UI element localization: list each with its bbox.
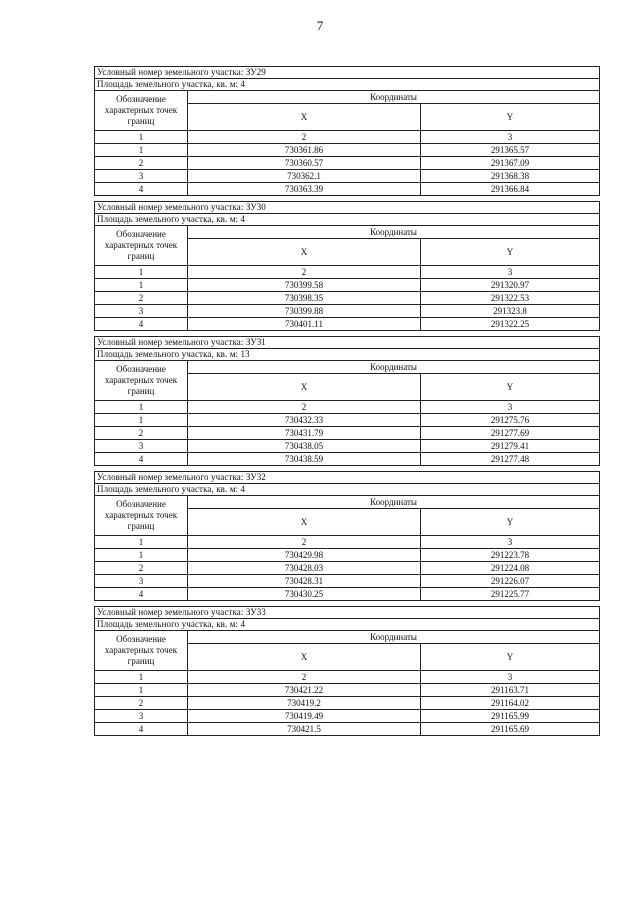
point-designation-label: Обозначение характерных точек границ <box>104 94 178 126</box>
point-id-cell <box>95 318 188 331</box>
point-id-cell <box>95 697 188 710</box>
x-coordinate: 730398.35 <box>284 292 324 303</box>
parcel-number-label: Условный номер земельного участка: <box>97 202 246 212</box>
x-coordinate: 730431.79 <box>284 427 324 438</box>
y-coordinate-cell <box>421 170 600 183</box>
y-coordinate-cell <box>421 427 600 440</box>
x-coordinate: 730399.88 <box>284 305 324 316</box>
table-row <box>95 710 600 723</box>
x-coordinate: 730401.11 <box>285 318 323 329</box>
y-coordinate-cell <box>421 549 600 562</box>
y-header <box>421 374 600 401</box>
point-id: 3 <box>138 440 144 451</box>
point-id: 1 <box>138 684 144 695</box>
point-id-cell <box>95 170 188 183</box>
point-designation-label: Обозначение характерных точек границ <box>104 634 178 666</box>
table-row <box>95 414 600 427</box>
point-id-cell <box>95 549 188 562</box>
parcel-block <box>94 606 599 736</box>
table-row <box>95 170 600 183</box>
point-id-cell <box>95 710 188 723</box>
column-number-cell <box>188 536 421 549</box>
column-number-row <box>95 401 600 414</box>
parcel-area-row <box>95 349 600 361</box>
point-id-cell <box>95 562 188 575</box>
point-id-cell <box>95 144 188 157</box>
point-id: 2 <box>138 427 144 438</box>
x-header <box>188 509 421 536</box>
parcel-area-value: 13 <box>240 349 250 359</box>
column-number-cell <box>95 266 188 279</box>
x-coordinate: 730428.31 <box>284 575 324 586</box>
parcel-number-label: Условный номер земельного участка: <box>97 472 246 482</box>
y-coordinate: 291225.77 <box>490 588 530 599</box>
x-coordinate: 730363.39 <box>284 183 324 194</box>
column-number-cell <box>421 671 600 684</box>
point-id-cell <box>95 588 188 601</box>
parcel-block <box>94 66 599 196</box>
y-coordinate: 291226.07 <box>490 575 530 586</box>
parcel-area-value: 4 <box>240 79 246 89</box>
column-number-cell <box>421 131 600 144</box>
point-id-cell <box>95 453 188 466</box>
y-coordinate: 291277.48 <box>490 453 530 464</box>
point-id: 4 <box>138 453 144 464</box>
table-row <box>95 292 600 305</box>
coordinates-header <box>188 631 600 644</box>
parcel-area-label: Площадь земельного участка, кв. м: <box>97 79 241 89</box>
column-number-cell <box>188 401 421 414</box>
y-coordinate: 291164.02 <box>491 697 529 708</box>
x-coordinate-cell <box>188 170 421 183</box>
x-coordinate: 730421.22 <box>284 684 324 695</box>
parcel-number-cell <box>95 607 600 619</box>
table-row <box>95 144 600 157</box>
table-row <box>95 427 600 440</box>
table-header-row <box>95 631 600 644</box>
coordinates-label: Координаты <box>370 631 417 642</box>
x-coordinate-cell <box>188 453 421 466</box>
column-number-cell <box>95 401 188 414</box>
y-coordinate-cell <box>421 144 600 157</box>
y-header <box>421 644 600 671</box>
point-id: 2 <box>138 562 144 573</box>
x-coordinate: 730429.98 <box>284 549 324 560</box>
column-number: 3 <box>507 401 513 412</box>
parcel-list <box>94 66 599 741</box>
y-coordinate: 291365.57 <box>490 144 530 155</box>
x-coordinate-cell <box>188 440 421 453</box>
parcel-area-cell <box>95 79 600 91</box>
y-coordinate: 291275.76 <box>490 414 530 425</box>
column-number: 1 <box>138 266 144 277</box>
point-id: 3 <box>138 710 144 721</box>
x-header <box>188 239 421 266</box>
y-coordinate: 291320.97 <box>490 279 530 290</box>
coordinates-label: Координаты <box>370 226 417 237</box>
y-coordinate: 291322.53 <box>490 292 530 303</box>
point-id-cell <box>95 575 188 588</box>
y-label: Y <box>506 651 514 662</box>
x-label: X <box>300 111 308 122</box>
y-coordinate-cell <box>421 562 600 575</box>
table-row <box>95 697 600 710</box>
y-coordinate-cell <box>421 305 600 318</box>
point-id: 1 <box>138 144 144 155</box>
parcel-coordinates-table <box>94 66 600 196</box>
x-coordinate: 730432.33 <box>284 414 324 425</box>
y-header <box>421 509 600 536</box>
point-id: 2 <box>138 697 144 708</box>
x-label: X <box>300 246 308 257</box>
x-coordinate-cell <box>188 588 421 601</box>
table-row <box>95 575 600 588</box>
parcel-number-row <box>95 472 600 484</box>
coordinates-label: Координаты <box>370 496 417 507</box>
table-row <box>95 549 600 562</box>
point-id: 4 <box>138 723 144 734</box>
parcel-number-label: Условный номер земельного участка: <box>97 607 246 617</box>
x-coordinate: 730419.2 <box>287 697 321 708</box>
y-coordinate-cell <box>421 710 600 723</box>
x-coordinate: 730430.25 <box>284 588 324 599</box>
column-number-cell <box>95 671 188 684</box>
x-coordinate-cell <box>188 183 421 196</box>
parcel-number-value: ЗУ33 <box>245 607 266 617</box>
y-coordinate: 291323.8 <box>493 305 527 316</box>
parcel-number-label: Условный номер земельного участка: <box>97 337 246 347</box>
point-designation-label: Обозначение характерных точек границ <box>104 499 178 531</box>
parcel-number-cell <box>95 67 600 79</box>
point-id: 2 <box>138 157 144 168</box>
coordinates-header <box>188 91 600 104</box>
x-label: X <box>300 381 308 392</box>
coordinates-header <box>188 226 600 239</box>
column-number: 3 <box>507 536 513 547</box>
x-header <box>188 644 421 671</box>
parcel-number-cell <box>95 202 600 214</box>
x-coordinate-cell <box>188 723 421 736</box>
column-number: 2 <box>301 131 307 142</box>
parcel-area-row <box>95 214 600 226</box>
point-id: 4 <box>138 183 144 194</box>
y-coordinate: 291279.41 <box>490 440 530 451</box>
point-designation-label: Обозначение характерных точек границ <box>104 229 178 261</box>
point-id: 1 <box>138 279 144 290</box>
parcel-area-value: 4 <box>240 619 246 629</box>
x-coordinate-cell <box>188 318 421 331</box>
parcel-number-row <box>95 67 600 79</box>
x-label: X <box>300 651 308 662</box>
parcel-block <box>94 201 599 331</box>
y-coordinate-cell <box>421 440 600 453</box>
point-id-cell <box>95 440 188 453</box>
parcel-area-cell <box>95 349 600 361</box>
column-number-cell <box>95 536 188 549</box>
x-header <box>188 104 421 131</box>
y-coordinate-cell <box>421 723 600 736</box>
column-number: 2 <box>301 536 307 547</box>
column-number: 3 <box>507 671 513 682</box>
parcel-number-row <box>95 202 600 214</box>
point-id-cell <box>95 157 188 170</box>
y-coordinate-cell <box>421 575 600 588</box>
coordinates-label: Координаты <box>370 91 417 102</box>
column-number-row <box>95 266 600 279</box>
table-row <box>95 588 600 601</box>
x-coordinate: 730361.86 <box>284 144 324 155</box>
point-designation-label: Обозначение характерных точек границ <box>104 364 178 396</box>
parcel-coordinates-table <box>94 336 600 466</box>
point-id: 3 <box>138 575 144 586</box>
y-label: Y <box>506 111 514 122</box>
y-coordinate: 291322.25 <box>490 318 530 329</box>
x-coordinate: 730438.59 <box>284 453 324 464</box>
x-coordinate-cell <box>188 697 421 710</box>
column-number-cell <box>188 266 421 279</box>
y-label: Y <box>506 381 514 392</box>
y-coordinate-cell <box>421 697 600 710</box>
column-number-cell <box>421 266 600 279</box>
point-id-cell <box>95 292 188 305</box>
point-id: 4 <box>138 318 144 329</box>
point-designation-header <box>95 631 188 671</box>
point-designation-header <box>95 496 188 536</box>
table-row <box>95 562 600 575</box>
point-id: 3 <box>138 305 144 316</box>
point-designation-header <box>95 226 188 266</box>
column-number-row <box>95 536 600 549</box>
y-coordinate: 291223.78 <box>490 549 530 560</box>
y-coordinate-cell <box>421 183 600 196</box>
parcel-area-value: 4 <box>240 214 246 224</box>
parcel-area-label: Площадь земельного участка, кв. м: <box>97 619 241 629</box>
x-coordinate: 730438.05 <box>284 440 324 451</box>
y-coordinate: 291165.99 <box>491 710 529 721</box>
parcel-coordinates-table <box>94 201 600 331</box>
y-header <box>421 239 600 266</box>
coordinates-header <box>188 361 600 374</box>
x-coordinate-cell <box>188 562 421 575</box>
column-number-cell <box>421 536 600 549</box>
point-id-cell <box>95 684 188 697</box>
table-row <box>95 453 600 466</box>
y-header <box>421 104 600 131</box>
y-coordinate-cell <box>421 453 600 466</box>
column-number: 3 <box>507 266 513 277</box>
parcel-area-cell <box>95 214 600 226</box>
parcel-block <box>94 471 599 601</box>
point-id-cell <box>95 279 188 292</box>
y-coordinate: 291368.38 <box>490 170 530 181</box>
parcel-area-row <box>95 619 600 631</box>
table-row <box>95 723 600 736</box>
y-coordinate-cell <box>421 684 600 697</box>
column-number: 1 <box>138 131 144 142</box>
point-id-cell <box>95 414 188 427</box>
parcel-number-value: ЗУ32 <box>245 472 266 482</box>
table-row <box>95 279 600 292</box>
point-designation-header <box>95 361 188 401</box>
x-coordinate-cell <box>188 549 421 562</box>
x-coordinate: 730399.58 <box>284 279 324 290</box>
table-row <box>95 183 600 196</box>
y-coordinate: 291163.71 <box>491 684 529 695</box>
coordinates-label: Координаты <box>370 361 417 372</box>
point-id-cell <box>95 305 188 318</box>
parcel-area-row <box>95 79 600 91</box>
column-number: 3 <box>507 131 513 142</box>
column-number: 1 <box>138 536 144 547</box>
parcel-area-label: Площадь земельного участка, кв. м: <box>97 214 241 224</box>
column-number-cell <box>95 131 188 144</box>
x-coordinate-cell <box>188 305 421 318</box>
table-row <box>95 318 600 331</box>
y-label: Y <box>506 516 514 527</box>
y-coordinate-cell <box>421 588 600 601</box>
parcel-area-cell <box>95 484 600 496</box>
parcel-number-value: ЗУ29 <box>245 67 266 77</box>
table-row <box>95 440 600 453</box>
parcel-area-value: 4 <box>240 484 246 494</box>
column-number: 1 <box>138 671 144 682</box>
point-id-cell <box>95 183 188 196</box>
point-id: 2 <box>138 292 144 303</box>
y-coordinate-cell <box>421 414 600 427</box>
column-number: 2 <box>301 266 307 277</box>
x-coordinate-cell <box>188 292 421 305</box>
table-header-row <box>95 226 600 239</box>
y-coordinate-cell <box>421 157 600 170</box>
point-designation-header <box>95 91 188 131</box>
x-coordinate: 730362.1 <box>287 170 321 181</box>
x-coordinate-cell <box>188 575 421 588</box>
table-header-row <box>95 91 600 104</box>
y-coordinate: 291224.08 <box>490 562 530 573</box>
parcel-number-value: ЗУ31 <box>245 337 266 347</box>
column-number-row <box>95 671 600 684</box>
x-coordinate-cell <box>188 427 421 440</box>
parcel-number-cell <box>95 337 600 349</box>
column-number: 2 <box>301 401 307 412</box>
x-coordinate-cell <box>188 414 421 427</box>
x-coordinate: 730428.03 <box>284 562 324 573</box>
x-coordinate: 730419.49 <box>284 710 324 721</box>
parcel-coordinates-table <box>94 606 600 736</box>
parcel-area-cell <box>95 619 600 631</box>
parcel-number-row <box>95 607 600 619</box>
y-coordinate: 291367.09 <box>490 157 530 168</box>
column-number-cell <box>188 671 421 684</box>
y-coordinate-cell <box>421 318 600 331</box>
parcel-area-row <box>95 484 600 496</box>
column-number-cell <box>421 401 600 414</box>
parcel-area-label: Площадь земельного участка, кв. м: <box>97 484 241 494</box>
coordinates-header <box>188 496 600 509</box>
x-header <box>188 374 421 401</box>
y-coordinate: 291366.84 <box>490 183 530 194</box>
point-id: 4 <box>138 588 144 599</box>
column-number: 1 <box>138 401 144 412</box>
point-id: 1 <box>138 414 144 425</box>
parcel-number-label: Условный номер земельного участка: <box>97 67 246 77</box>
table-row <box>95 305 600 318</box>
page-number: 7 <box>316 18 324 33</box>
x-coordinate-cell <box>188 710 421 723</box>
x-coordinate-cell <box>188 144 421 157</box>
table-row <box>95 684 600 697</box>
point-id-cell <box>95 427 188 440</box>
x-coordinate-cell <box>188 157 421 170</box>
x-label: X <box>300 516 308 527</box>
parcel-number-cell <box>95 472 600 484</box>
y-coordinate-cell <box>421 292 600 305</box>
parcel-area-label: Площадь земельного участка, кв. м: <box>97 349 241 359</box>
parcel-number-row <box>95 337 600 349</box>
y-coordinate-cell <box>421 279 600 292</box>
point-id: 1 <box>138 549 144 560</box>
column-number-cell <box>188 131 421 144</box>
point-id: 3 <box>138 170 144 181</box>
y-coordinate: 291165.69 <box>491 723 529 734</box>
x-coordinate-cell <box>188 279 421 292</box>
table-row <box>95 157 600 170</box>
x-coordinate: 730421.5 <box>287 723 321 734</box>
parcel-number-value: ЗУ30 <box>245 202 266 212</box>
column-number-row <box>95 131 600 144</box>
column-number: 2 <box>301 671 307 682</box>
table-header-row <box>95 361 600 374</box>
point-id-cell <box>95 723 188 736</box>
parcel-coordinates-table <box>94 471 600 601</box>
y-coordinate: 291277.69 <box>490 427 530 438</box>
table-header-row <box>95 496 600 509</box>
parcel-block <box>94 336 599 466</box>
x-coordinate: 730360.57 <box>284 157 324 168</box>
y-label: Y <box>506 246 514 257</box>
x-coordinate-cell <box>188 684 421 697</box>
